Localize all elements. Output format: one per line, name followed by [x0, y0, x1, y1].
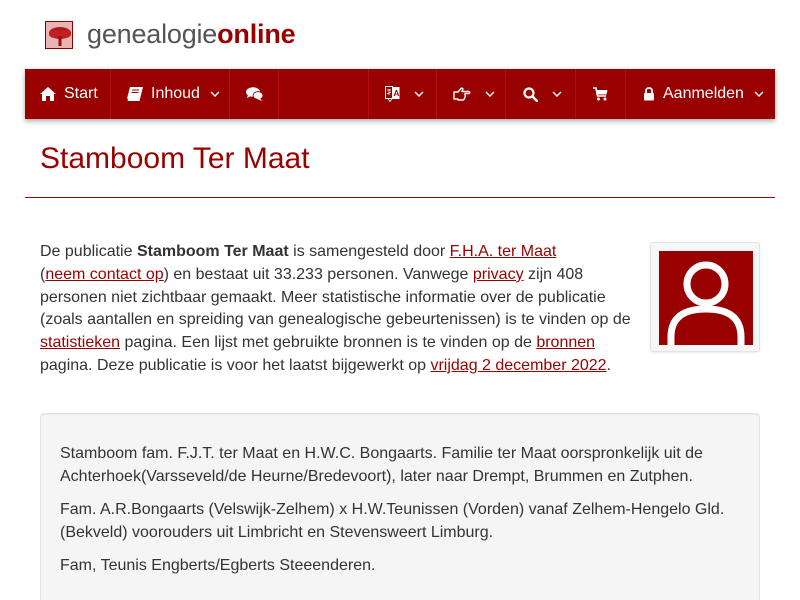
site-header	[0, 0, 800, 68]
author-link[interactable]: F.H.A. ter Maat	[449, 243, 557, 260]
pointing-hand-icon	[453, 87, 471, 101]
nav-inhoud[interactable]	[111, 69, 230, 119]
sources-link[interactable]: bronnen	[536, 334, 596, 352]
chevron-down-icon	[485, 91, 495, 97]
avatar-frame	[650, 242, 760, 352]
intro-text: De publicatie	[40, 243, 137, 260]
chevron-down-icon	[552, 91, 562, 97]
nav-start[interactable]	[25, 69, 111, 119]
intro-text: ) en bestaat uit 33.233 personen. Vanwege	[163, 265, 473, 283]
last-updated-link[interactable]: vrijdag 2 december 2022	[430, 356, 607, 374]
lock-icon	[643, 87, 655, 101]
chevron-down-icon	[414, 91, 424, 97]
tree-icon[interactable]	[45, 21, 73, 49]
chevron-down-icon	[210, 91, 220, 97]
main-navbar	[25, 69, 775, 119]
nav-login[interactable]	[626, 69, 775, 119]
search-icon	[523, 87, 538, 102]
description-paragraph: Fam, Teunis Engberts/Egberts Steeenderen.	[60, 557, 376, 575]
publication-intro	[40, 241, 640, 378]
privacy-link[interactable]: privacy	[472, 265, 524, 283]
intro-text: (	[40, 265, 46, 283]
nav-language[interactable]	[368, 69, 437, 119]
title-divider	[25, 197, 775, 198]
nav-login-label: Aanmelden	[663, 85, 744, 102]
intro-text: zijn 408 personen niet zichtbaar gemaakt. Meer statistische informatie over de publicatie (zoals aantallen en spreiding van genealogische gebeurtenissen) is te vinden op de	[40, 265, 631, 329]
svg-text:A: A	[393, 89, 400, 98]
site-logo[interactable]	[87, 17, 295, 51]
user-icon	[659, 251, 753, 345]
nav-chat[interactable]	[230, 69, 279, 119]
statistics-link[interactable]: statistieken	[40, 334, 121, 352]
translate-icon	[385, 86, 400, 102]
chat-icon	[246, 87, 263, 101]
intro-text: is samengesteld door	[288, 243, 450, 260]
description-paragraph: Stamboom fam. F.J.T. ter Maat en H.W.C. Bongaarts. Familie ter Maat oorspronkelijk uit de Achterhoek(Varsseveld/de Heurne/Bredevoort), later naar Drempt, Brummen en Zutphen.	[60, 445, 703, 485]
publication-name: Stamboom Ter Maat	[136, 243, 289, 260]
contact-link[interactable]: neem contact op	[45, 265, 164, 283]
cart-icon	[593, 87, 608, 101]
home-icon	[40, 87, 56, 101]
chevron-down-icon	[754, 91, 764, 97]
logo-text-part1: genealogie	[87, 19, 218, 49]
logo-text-part2: online	[217, 19, 296, 49]
intro-text: pagina. Een lijst met gebruikte bronnen is te vinden op de	[120, 334, 537, 352]
nav-inhoud-label: Inhoud	[151, 85, 200, 102]
description-paragraph: Fam. A.R.Bongaarts (Velswijk-Zelhem) x H.W.Teunissen (Vorden) vanaf Zelhem-Hengelo Gld. (Bekveld) voorouders uit Limbricht en Stevensweert Limburg.	[60, 501, 725, 541]
intro-text: .	[606, 356, 612, 374]
book-icon	[127, 87, 143, 101]
nav-cart[interactable]	[576, 69, 626, 119]
intro-text: pagina. Deze publicatie is voor het laatst bijgewerkt op	[40, 356, 431, 374]
page-title: Stamboom Ter Maat	[40, 142, 310, 175]
nav-search[interactable]	[506, 69, 576, 119]
publication-description	[40, 413, 760, 600]
nav-actions[interactable]	[437, 69, 506, 119]
nav-start-label: Start	[64, 85, 98, 102]
